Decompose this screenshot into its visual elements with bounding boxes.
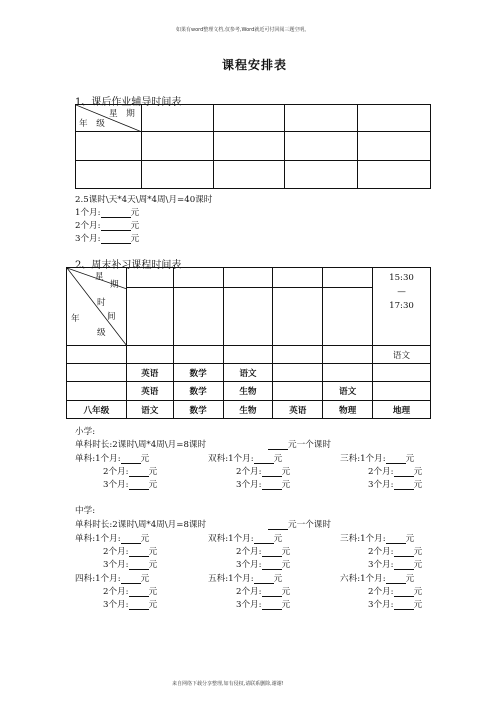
middle-triple-2: 2个月: 元 — [368, 547, 423, 557]
corner-jian-label: 间 — [107, 312, 116, 322]
table-cell[interactable] — [173, 268, 223, 288]
table-cell[interactable]: 生物 — [223, 382, 273, 401]
table-cell[interactable] — [67, 382, 127, 401]
calc1-row: 3个月: 元 — [75, 234, 140, 244]
table-cell[interactable] — [126, 346, 173, 364]
table-cell[interactable]: 英语 — [126, 364, 173, 382]
primary-single-1: 单科:1个月: 元 — [75, 454, 150, 464]
section1-heading: 1、课后作业辅导时间表 — [75, 97, 182, 108]
middle-double-1: 双科:1个月: 元 — [208, 534, 283, 544]
primary-double-2: 2个月: 元 — [236, 467, 291, 477]
middle-triple-3: 3个月: 元 — [368, 560, 423, 570]
middle-double-3: 3个月: 元 — [236, 560, 291, 570]
table-cell[interactable]: 语文 — [373, 346, 431, 364]
table-cell[interactable] — [141, 132, 213, 161]
primary-double-1: 双科:1个月: 元 — [208, 454, 283, 464]
table-cell[interactable] — [273, 288, 323, 346]
header-note: 如果有word整理文档,仅参考,Word就近可付回阅三题空明。 — [176, 27, 310, 33]
table-cell[interactable] — [373, 382, 431, 401]
table-cell[interactable] — [213, 132, 285, 161]
time-dash: — — [397, 287, 406, 297]
table-cell[interactable] — [373, 364, 431, 382]
table-cell[interactable] — [323, 346, 373, 364]
table-cell[interactable]: 语文 — [223, 364, 273, 382]
table-cell[interactable] — [323, 268, 373, 288]
time-start: 15:30 — [389, 273, 414, 283]
page-title: 课程安排表 — [222, 58, 288, 72]
primary-per-hour: 元一个课时 — [268, 438, 331, 450]
middle-four-2: 2个月: 元 — [103, 587, 158, 597]
table-cell[interactable] — [223, 288, 273, 346]
table-cell[interactable] — [141, 161, 213, 189]
table-cell[interactable] — [323, 288, 373, 346]
middle-double-2: 2个月: 元 — [236, 547, 291, 557]
middle-five-2: 2个月: 元 — [236, 587, 291, 597]
table-corner-cell — [76, 105, 142, 132]
corner-weekday-label: 星 期 — [109, 109, 135, 119]
primary-single-3: 3个月: 元 — [103, 480, 158, 490]
table-corner-cell — [67, 268, 127, 346]
table-cell[interactable]: 语文 — [126, 401, 173, 419]
primary-formula: 单科时长:2课时\周*4周\月=8课时 — [75, 440, 207, 450]
table-cell[interactable] — [323, 364, 373, 382]
table-cell[interactable] — [67, 346, 127, 364]
table-cell[interactable] — [273, 364, 323, 382]
homework-schedule-table — [75, 104, 431, 189]
table-cell[interactable] — [358, 161, 431, 189]
table-cell[interactable] — [67, 364, 127, 382]
middle-triple-1: 三科:1个月: 元 — [340, 534, 415, 544]
table-cell[interactable]: 语文 — [323, 382, 373, 401]
table-cell[interactable] — [76, 161, 142, 189]
table-cell[interactable] — [173, 346, 223, 364]
table-cell[interactable] — [358, 132, 431, 161]
calc1-formula: 2.5课时\天*4天\周*4周\月=40课时 — [75, 195, 213, 205]
table-cell[interactable] — [141, 105, 213, 132]
corner-shi-label: 时 — [97, 298, 106, 308]
middle-formula: 单科时长:2课时\周*4周\月=8课时 — [75, 520, 207, 530]
table-cell[interactable] — [126, 288, 173, 346]
middle-six-2: 2个月: 元 — [368, 587, 423, 597]
section2-heading: 2、周末补习课程时间表 — [75, 260, 182, 271]
table-cell[interactable] — [213, 161, 285, 189]
middle-heading: 中学: — [75, 506, 96, 516]
table-cell[interactable] — [285, 132, 358, 161]
calc1-row: 1个月: 元 — [75, 208, 140, 218]
primary-triple-3: 3个月: 元 — [368, 480, 423, 490]
primary-triple-1: 三科:1个月: 元 — [340, 454, 415, 464]
table-cell[interactable]: 生物 — [223, 401, 273, 419]
middle-five-3: 3个月: 元 — [236, 600, 291, 610]
table-cell[interactable]: 数学 — [173, 382, 223, 401]
table-cell[interactable]: 数学 — [173, 401, 223, 419]
middle-single-1: 单科:1个月: 元 — [75, 534, 150, 544]
middle-six-3: 3个月: 元 — [368, 600, 423, 610]
table-cell[interactable] — [273, 268, 323, 288]
table-cell[interactable]: 英语 — [273, 401, 323, 419]
middle-five-1: 五科:1个月: 元 — [208, 574, 283, 584]
calc1-row: 2个月: 元 — [75, 221, 140, 231]
middle-single-2: 2个月: 元 — [103, 547, 158, 557]
primary-heading: 小学: — [75, 427, 96, 437]
primary-double-3: 3个月: 元 — [236, 480, 291, 490]
footer-note: 来自网络下载分享整理,如有侵权,请联系删除,谢谢! — [172, 681, 284, 687]
table-cell[interactable] — [273, 346, 323, 364]
table-cell[interactable] — [223, 268, 273, 288]
table-cell[interactable]: 英语 — [126, 382, 173, 401]
middle-four-3: 3个月: 元 — [103, 600, 158, 610]
table-cell[interactable] — [213, 105, 285, 132]
table-cell[interactable] — [358, 105, 431, 132]
middle-four-1: 四科:1个月: 元 — [75, 574, 150, 584]
middle-single-3: 3个月: 元 — [103, 560, 158, 570]
corner-grade-label: 年 级 — [79, 119, 105, 129]
time-end: 17:30 — [389, 301, 414, 311]
middle-per-hour: 元一个课时 — [268, 518, 331, 530]
table-cell[interactable] — [285, 105, 358, 132]
corner-qi-label: 期 — [110, 280, 119, 290]
table-cell[interactable] — [223, 346, 273, 364]
primary-triple-2: 2个月: 元 — [368, 467, 423, 477]
table-cell[interactable]: 数学 — [173, 364, 223, 382]
primary-single-2: 2个月: 元 — [103, 467, 158, 477]
weekend-schedule-table — [66, 267, 431, 419]
table-cell[interactable] — [285, 161, 358, 189]
corner-nian-label: 年 — [71, 314, 80, 324]
table-cell[interactable]: 地理 — [373, 401, 431, 419]
table-cell[interactable]: 八年级 — [67, 401, 127, 419]
table-cell[interactable] — [126, 268, 173, 288]
corner-star-label: 星 — [95, 272, 104, 282]
corner-ji-label: 级 — [97, 328, 106, 338]
table-cell[interactable] — [173, 288, 223, 346]
table-cell[interactable] — [273, 382, 323, 401]
time-cell — [373, 268, 431, 346]
table-cell[interactable] — [76, 132, 142, 161]
middle-six-1: 六科:1个月: 元 — [340, 574, 415, 584]
table-cell[interactable]: 物理 — [323, 401, 373, 419]
